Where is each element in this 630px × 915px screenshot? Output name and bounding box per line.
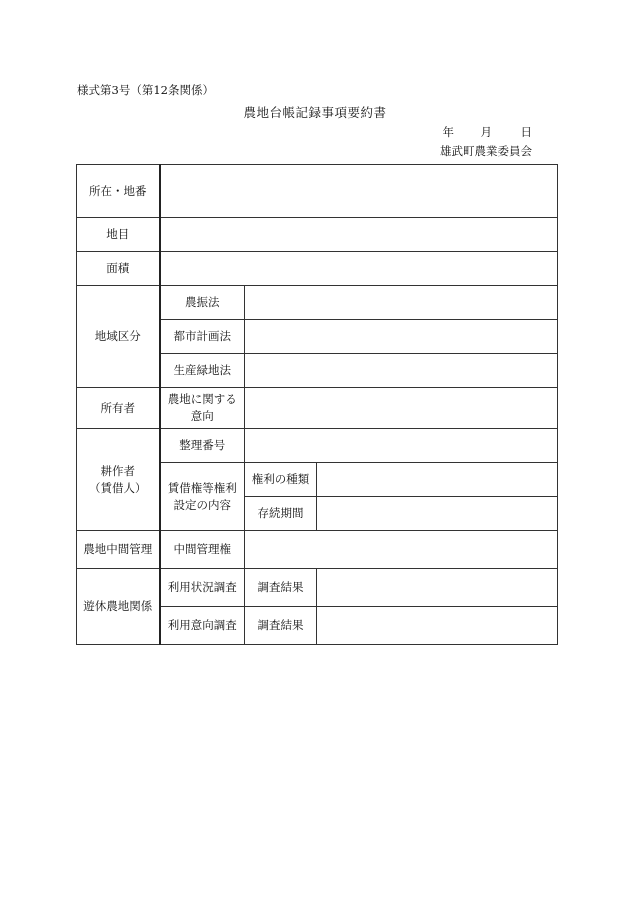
right-type-value bbox=[317, 463, 558, 497]
land-category-label: 地目 bbox=[77, 218, 160, 252]
agri-promotion-value bbox=[245, 286, 558, 320]
land-category-value bbox=[160, 218, 558, 252]
duration-label: 存続期間 bbox=[245, 497, 317, 531]
rights-label bbox=[160, 463, 245, 531]
register-table bbox=[76, 164, 558, 645]
day-label: 日 bbox=[520, 125, 532, 139]
form-number: 様式第3号（第12条関係） bbox=[77, 83, 214, 97]
table-row bbox=[77, 569, 558, 607]
year-label: 年 bbox=[442, 125, 454, 139]
agri-promotion-label: 農振法 bbox=[160, 286, 245, 320]
intermediary-right-label: 中間管理権 bbox=[160, 531, 245, 569]
ref-number-value bbox=[245, 429, 558, 463]
table-row bbox=[77, 218, 558, 252]
location-label: 所在・地番 bbox=[77, 165, 160, 218]
rights-label-line1: 賃借権等権利 bbox=[167, 480, 237, 495]
table-row bbox=[77, 252, 558, 286]
ref-number-label: 整理番号 bbox=[160, 429, 245, 463]
green-land-value bbox=[245, 354, 558, 388]
usage-survey-label: 利用状況調査 bbox=[160, 569, 245, 607]
table-row bbox=[77, 429, 558, 463]
city-planning-label: 都市計画法 bbox=[160, 320, 245, 354]
intermediary-right-value bbox=[245, 531, 558, 569]
intent-result-label: 調査結果 bbox=[245, 607, 317, 645]
city-planning-value bbox=[245, 320, 558, 354]
zoning-label: 地域区分 bbox=[77, 286, 160, 388]
intent-result-value bbox=[317, 607, 558, 645]
owner-intention-line1: 農地に関する bbox=[167, 392, 237, 407]
owner-intention-value bbox=[245, 388, 558, 429]
owner-intention-label bbox=[160, 388, 245, 429]
cultivator-label-line1: 耕作者 bbox=[100, 463, 135, 478]
green-land-label: 生産緑地法 bbox=[160, 354, 245, 388]
table-row bbox=[77, 388, 558, 429]
table-row bbox=[77, 286, 558, 320]
intent-survey-label: 利用意向調査 bbox=[160, 607, 245, 645]
table-row bbox=[77, 531, 558, 569]
right-type-label: 権利の種類 bbox=[245, 463, 317, 497]
owner-label: 所有者 bbox=[77, 388, 160, 429]
date-line bbox=[420, 124, 532, 140]
idle-land-label: 遊休農地関係 bbox=[77, 569, 160, 645]
location-value bbox=[160, 165, 558, 218]
month-label: 月 bbox=[480, 125, 492, 139]
owner-intention-line2: 意向 bbox=[190, 409, 214, 423]
usage-result-value bbox=[317, 569, 558, 607]
issuer-name: 雄武町農業委員会 bbox=[440, 144, 532, 158]
duration-value bbox=[317, 497, 558, 531]
area-label: 面積 bbox=[77, 252, 160, 286]
cultivator-label bbox=[77, 429, 160, 531]
rights-label-line2: 設定の内容 bbox=[173, 497, 231, 512]
table-row bbox=[77, 165, 558, 218]
cultivator-label-line2: （賃借人） bbox=[89, 480, 147, 495]
area-value bbox=[160, 252, 558, 286]
intermediary-label: 農地中間管理 bbox=[77, 531, 160, 569]
usage-result-label: 調査結果 bbox=[245, 569, 317, 607]
document-title: 農地台帳記録事項要約書 bbox=[243, 105, 387, 120]
